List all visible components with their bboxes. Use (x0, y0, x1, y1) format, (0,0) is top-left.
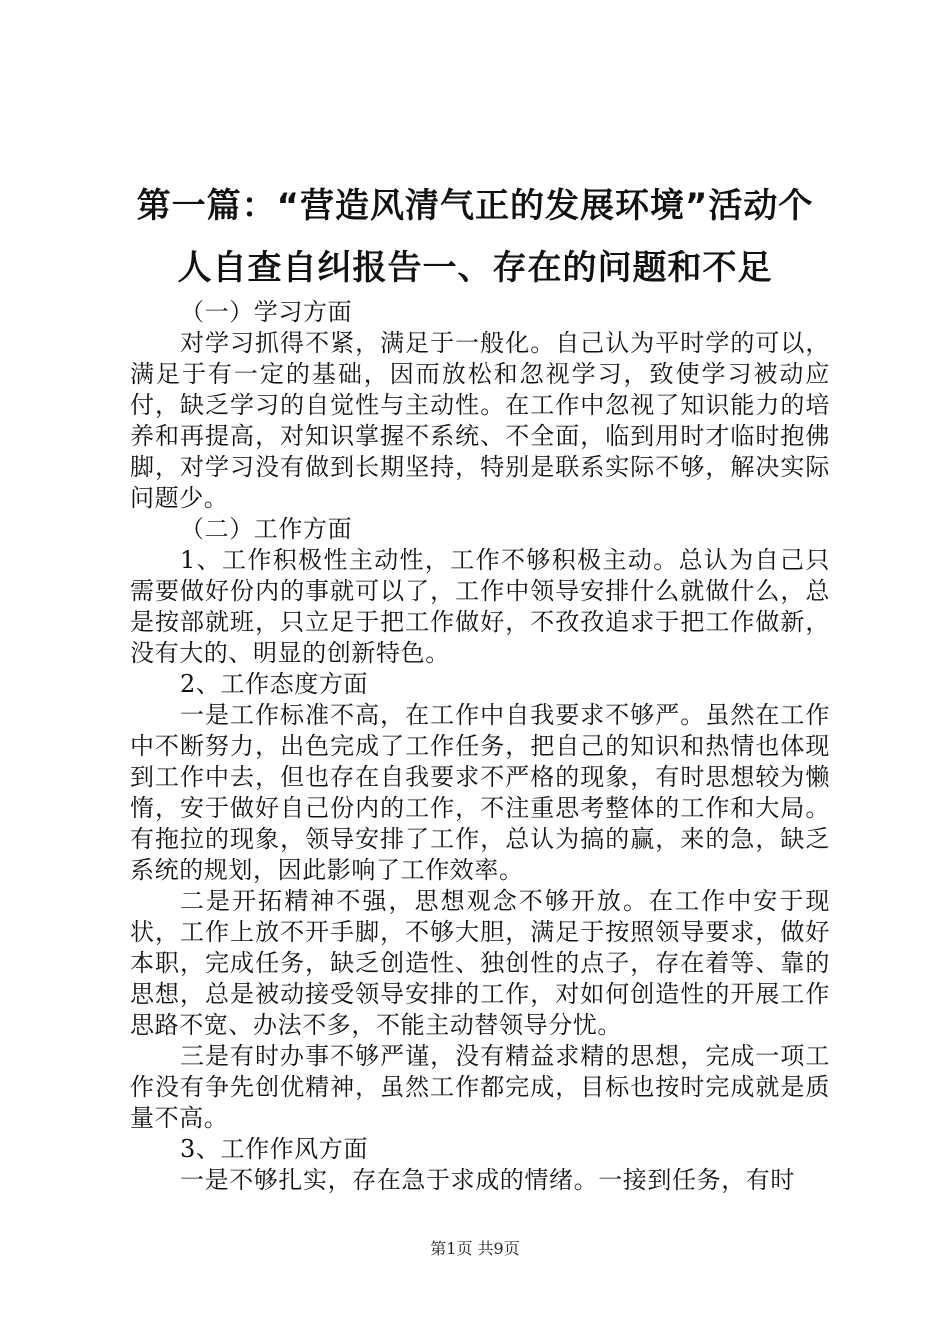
paragraph: 1、工作积极性主动性，工作不够积极主动。总认为自己只需要做好份内的事就可以了，工作中领导安排什么就做什么，总是按部就班，只立足于把工作做好，不孜孜追求于把工作做新，没有大的、明显的创新特色。 (130, 546, 830, 667)
paragraph: 一是工作标准不高，在工作中自我要求不够严。虽然在工作中不断努力，出色完成了工作任务，把自己的知识和热情也体现到工作中去，但也存在自我要求不严格的现象，有时思想较为懒惰，安于做好自己份内的工作，不注重思考整体的工作和大局。有拖拉的现象，领导安排了工作，总认为搞的赢，来的急，缺乏系统的规划，因此影响了工作效率。 (130, 701, 830, 884)
paragraph: 二是开拓精神不强，思想观念不够开放。在工作中安于现状，工作上放不开手脚，不够大胆，满足于按照领导要求，做好本职，完成任务，缺乏创造性、独创性的点子，存在着等、靠的思想，总是被动接受领导安排的工作，对如何创造性的开展工作思路不宽、办法不多，不能主动替领导分忧。 (130, 887, 830, 1039)
section-heading: （二）工作方面 (180, 515, 353, 543)
document-body (130, 297, 830, 1196)
paragraph: 三是有时办事不够严谨，没有精益求精的思想，完成一项工作没有争先创优精神，虽然工作都完成，目标也按时完成就是质量不高。 (130, 1042, 830, 1132)
page-footer: 第1页 共9页 (430, 1239, 520, 1258)
document-title-line-1: 第一篇：“营造风清气正的发展环境”活动个 (136, 186, 814, 226)
subsection-heading: 3、工作作风方面 (180, 1135, 369, 1163)
section-heading: （一）学习方面 (180, 298, 353, 326)
paragraph: 一是不够扎实，存在急于求成的情绪。一接到任务，有时 (180, 1166, 795, 1194)
document-title-line-2: 人自查自纠报告一、存在的问题和不足 (177, 248, 773, 288)
paragraph: 对学习抓得不紧，满足于一般化。自己认为平时学的可以，满足于有一定的基础，因而放松和忽视学习，致使学习被动应付，缺乏学习的自觉性与主动性。在工作中忽视了知识能力的培养和再提高，对知识掌握不系统、不全面，临到用时才临时抱佛脚，对学习没有做到长期坚持，特别是联系实际不够，解决实际问题少。 (130, 329, 830, 512)
subsection-heading: 2、工作态度方面 (180, 670, 369, 698)
